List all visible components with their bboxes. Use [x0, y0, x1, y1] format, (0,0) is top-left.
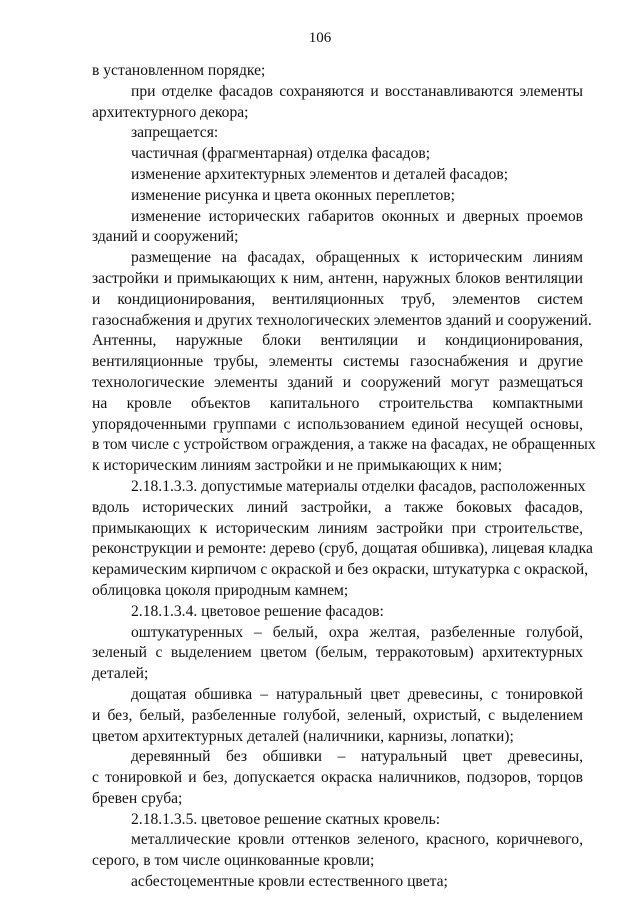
text-line: при отделке фасадов сохраняются и восстанавливаются элементы — [131, 82, 583, 100]
text-line: запрещается: — [131, 124, 219, 142]
text-line: размещение на фасадах, обращенных к историческим линиям — [131, 249, 583, 267]
text-line: 2.18.1.3.3. допустимые материалы отделки фасадов, расположенных — [131, 477, 586, 495]
text-line: керамическим кирпичом с окраской и без окраски, штукатурка с окраской, — [92, 561, 589, 579]
text-line: примыкающих к историческим линиям застройки при строительстве, — [92, 519, 583, 537]
text-line: с тонировкой и без, допускается окраска наличников, подзоров, торцов — [92, 769, 583, 787]
text-line: 2.18.1.3.4. цветовое решение фасадов: — [131, 602, 384, 620]
text-line: облицовка цоколя природным камнем; — [92, 581, 349, 599]
text-line: зеленый с выделением цветом (белым, терракотовым) архитектурных — [92, 644, 583, 662]
text-line: цветом архитектурных деталей (наличники, карнизы, лопатки); — [92, 727, 514, 745]
text-line: металлические кровли оттенков зеленого, красного, коричневого, — [131, 831, 583, 849]
text-line: вдоль исторических линий застройки, а также боковых фасадов, — [92, 498, 583, 516]
text-line: на кровле объектов капитального строительства компактными — [92, 394, 583, 412]
text-line: газоснабжения и других технологических элементов зданий и сооружений. — [92, 311, 592, 329]
text-line: частичная (фрагментарная) отделка фасадов; — [131, 145, 431, 163]
text-line: реконструкции и ремонте: дерево (сруб, дощатая обшивка), лицевая кладка — [92, 540, 593, 558]
text-line: и без, белый, разбеленные голубой, зеленый, охристый, с выделением — [92, 706, 583, 724]
text-line: деталей; — [92, 665, 149, 683]
text-line: бревен сруба; — [92, 789, 183, 807]
text-line: к историческим линиям застройки и не примыкающих к ним; — [92, 457, 503, 475]
text-line: 2.18.1.3.5. цветовое решение скатных кровель: — [131, 810, 441, 828]
text-line: серого, в том числе оцинкованные кровли; — [92, 852, 375, 870]
text-line: изменение исторических габаритов оконных и дверных проемов — [131, 207, 583, 225]
page-number: 106 — [308, 30, 332, 46]
text-line: технологические элементы зданий и сооружений могут размещаться — [92, 373, 583, 391]
text-line: оштукатуренных – белый, охра желтая, разбеленные голубой, — [131, 623, 583, 641]
text-line: упорядоченными группами с использованием единой несущей основы, — [92, 415, 583, 433]
text-line: в том числе с устройством ограждения, а также на фасадах, не обращенных — [92, 436, 596, 454]
text-line: застройки и примыкающих к ним, антенн, наружных блоков вентиляции — [92, 269, 583, 287]
text-line: Антенны, наружные блоки вентиляции и кондиционирования, — [92, 332, 583, 350]
text-line: архитектурного декора; — [92, 103, 249, 121]
text-line: и кондиционирования, вентиляционных труб, элементов систем — [92, 290, 583, 308]
text-line: изменение рисунка и цвета оконных переплетов; — [131, 186, 455, 204]
text-line: деревянный без обшивки – натуральный цвет древесины, — [131, 748, 583, 766]
text-line: вентиляционные трубы, элементы системы газоснабжения и другие — [92, 353, 583, 371]
text-line: зданий и сооружений; — [92, 228, 239, 246]
text-line: дощатая обшивка – натуральный цвет древесины, с тонировкой — [131, 685, 583, 703]
text-line: в установленном порядке; — [92, 62, 266, 79]
text-line: асбестоцементные кровли естественного цвета; — [131, 873, 448, 891]
document-body — [92, 61, 596, 893]
text-line: изменение архитектурных элементов и деталей фасадов; — [131, 165, 509, 183]
